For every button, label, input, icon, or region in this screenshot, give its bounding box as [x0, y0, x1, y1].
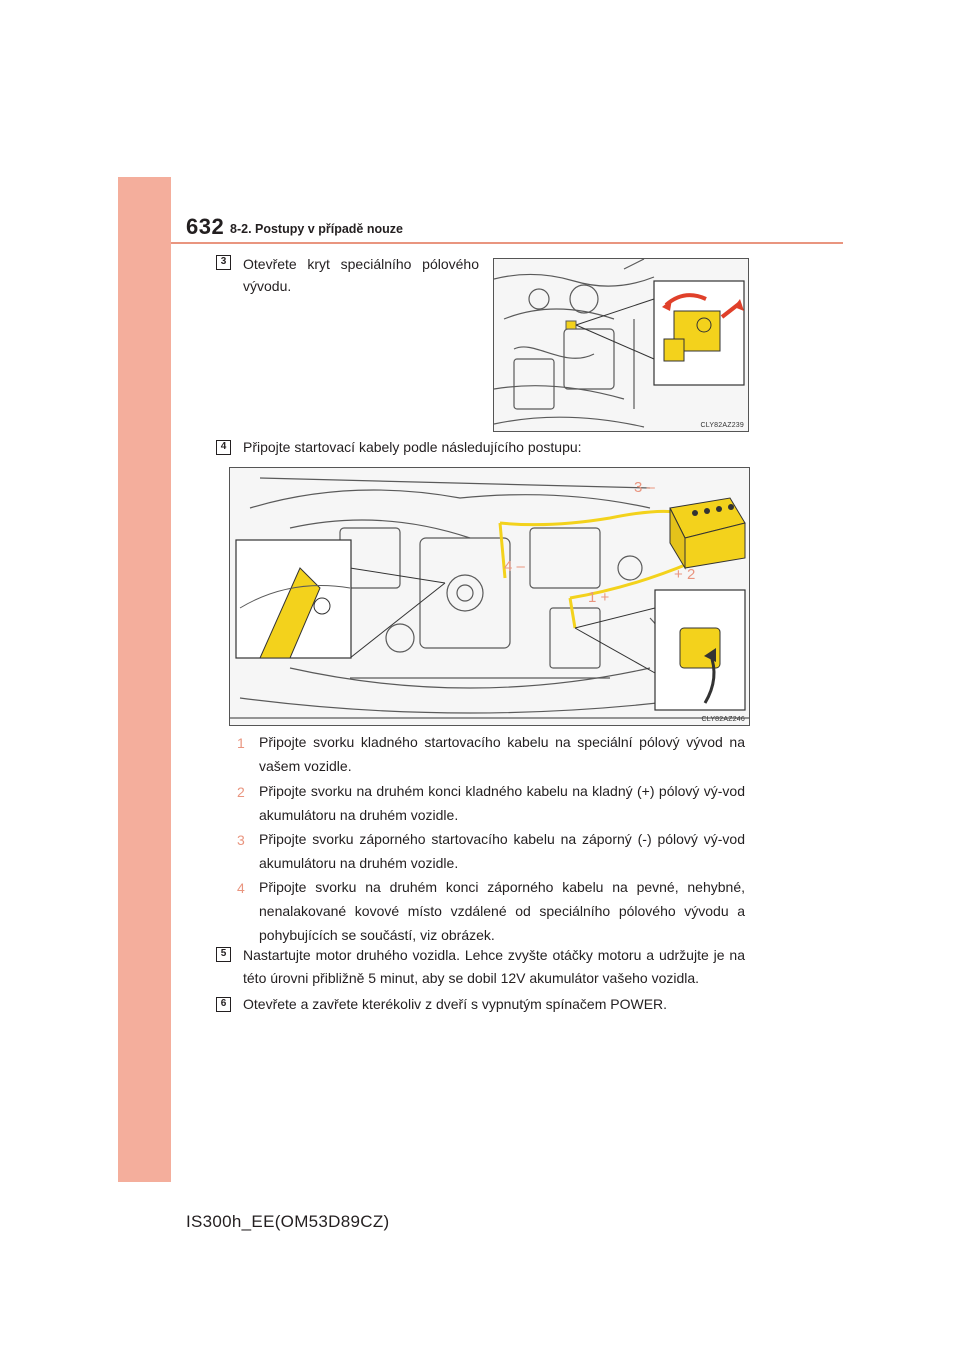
step-badge-6: 6	[216, 997, 231, 1012]
figure-jump-start	[229, 467, 750, 726]
callout-1: 1 +	[588, 589, 610, 606]
figure-code: CLY82AZ239	[700, 422, 744, 429]
substep-num-3: 3	[237, 832, 245, 848]
chapter-sidebar-tab	[118, 177, 171, 1182]
substep-num-2: 2	[237, 784, 245, 800]
callout-3: 3 –	[634, 479, 655, 496]
step-badge-3: 3	[216, 255, 231, 270]
step-4-text: Připojte startovací kabely podle následujícího postupu:	[243, 439, 582, 455]
substep-3-text: Připojte svorku záporného startovacího kabelu na záporný (-) pólový vý-vod akumulátoru na druhém vozidle.	[259, 831, 745, 871]
step-5-text: Nastartujte motor druhého vozidla. Lehce zvyšte otáčky motoru a udržujte je na této úrovni přibližně 5 minut, aby se dobil 12V akumulátor vašeho vozidla.	[243, 947, 745, 986]
figure-terminal-cover	[493, 258, 749, 432]
substep-2-text: Připojte svorku na druhém konci kladného kabelu na kladný (+) pólový vý-vod akumulátoru na druhém vozidle.	[259, 783, 745, 823]
callout-2: + 2	[674, 566, 696, 583]
document-code-footer: IS300h_EE(OM53D89CZ)	[186, 1212, 390, 1231]
figure-code: CLY82AZ246	[701, 716, 745, 723]
section-title: 8-2. Postupy v případě nouze	[230, 222, 403, 236]
step-badge-5: 5	[216, 947, 231, 962]
substep-num-4: 4	[237, 880, 245, 896]
header-divider	[171, 242, 843, 244]
jump-start-illustration	[230, 468, 749, 725]
engine-bay-illustration	[494, 259, 748, 431]
step-3-text: Otevřete kryt speciálního pólového vývodu.	[243, 256, 479, 294]
substep-1-text: Připojte svorku kladného startovacího kabelu na speciální pólový vývod na vašem vozidle.	[259, 734, 745, 774]
step-badge-4: 4	[216, 440, 231, 455]
substep-4-text: Připojte svorku na druhém konci záporného kabelu na pevné, nehybné, nenalakované kovové místo vzdálené od speciálního pólového vývodu a pohybujících se součástí, viz obrázek.	[259, 879, 745, 943]
callout-4: 4 –	[504, 558, 525, 575]
substep-num-1: 1	[237, 735, 245, 751]
page-number: 632	[186, 214, 225, 239]
step-6-text: Otevřete a zavřete kterékoliv z dveří s vypnutým spínačem POWER.	[243, 996, 668, 1012]
